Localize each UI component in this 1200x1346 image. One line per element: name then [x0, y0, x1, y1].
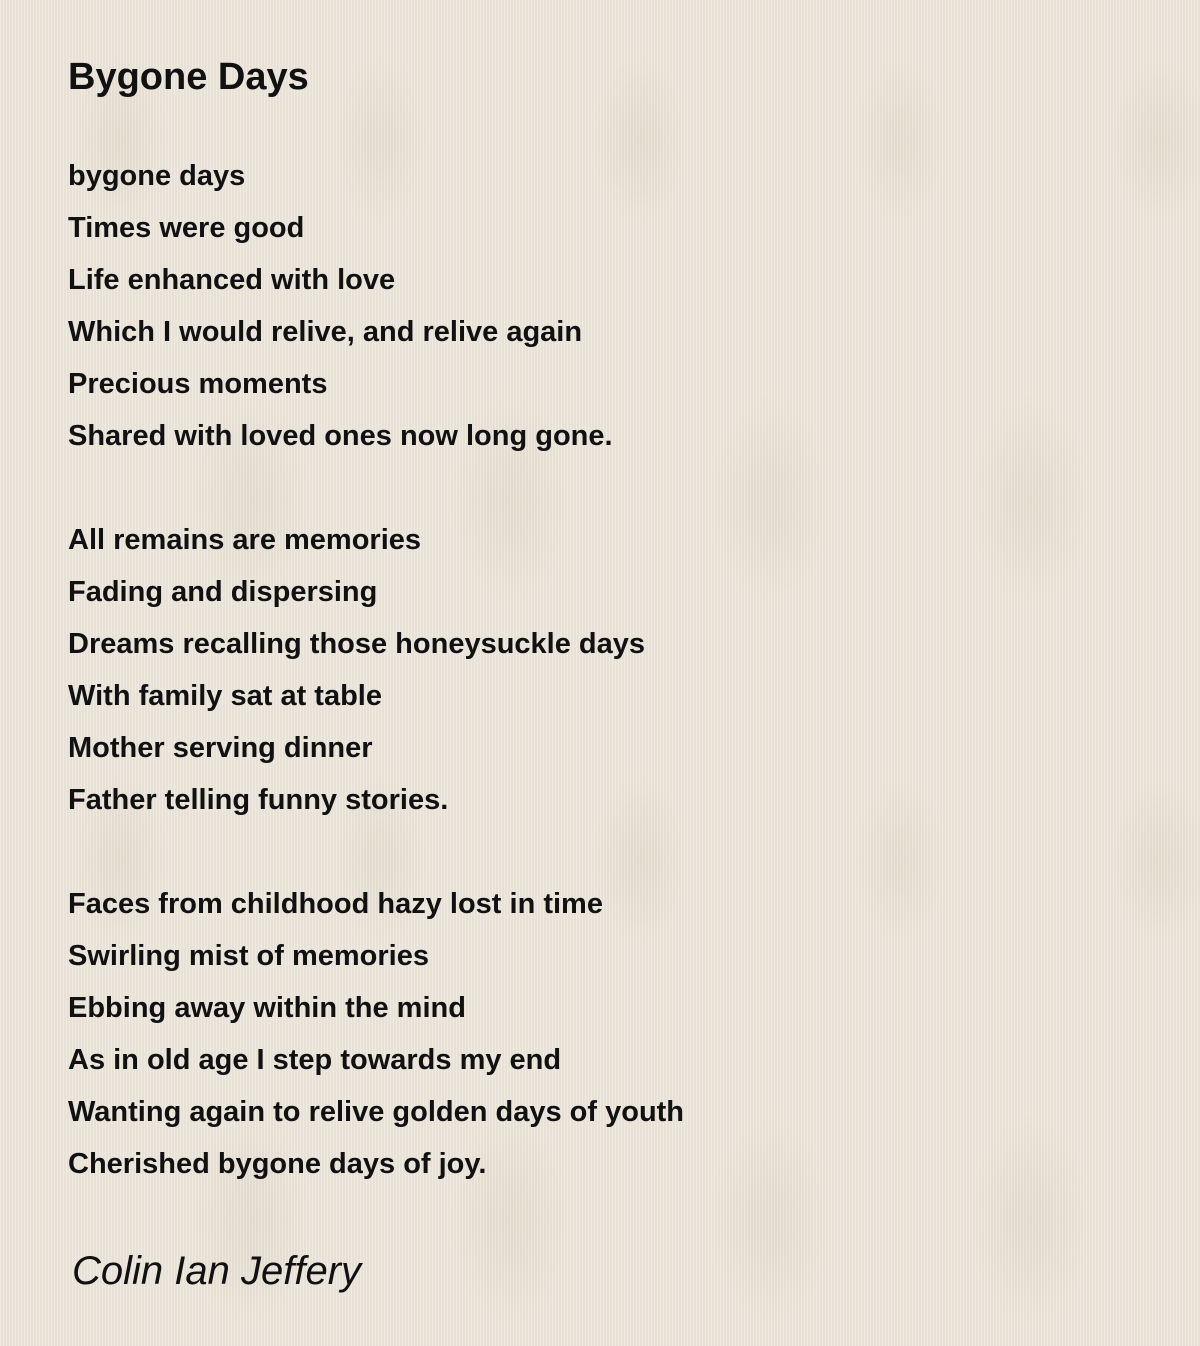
- poem-line: Swirling mist of memories: [68, 940, 429, 972]
- poem-line: Ebbing away within the mind: [68, 992, 466, 1024]
- poem-line: Wanting again to relive golden days of youth: [68, 1096, 685, 1128]
- poem-line: As in old age I step towards my end: [68, 1044, 562, 1076]
- poem-line: Father telling funny stories.: [68, 784, 449, 816]
- poem-title: Bygone Days: [68, 56, 309, 98]
- poem-line: All remains are memories: [68, 524, 422, 556]
- poem-line: Which I would relive, and relive again: [68, 316, 583, 348]
- stanza-3: [68, 878, 1148, 1190]
- poem-line: Mother serving dinner: [68, 732, 373, 764]
- poem-line: Shared with loved ones now long gone.: [68, 420, 613, 452]
- poem-line: Life enhanced with love: [68, 264, 396, 296]
- poem-container: [68, 52, 1148, 1242]
- poem-line: Times were good: [68, 212, 305, 244]
- poem-author: Colin Ian Jeffery: [72, 1249, 362, 1293]
- poem-line: bygone days: [68, 160, 246, 192]
- poem-line: Dreams recalling those honeysuckle days: [68, 628, 646, 660]
- poem-line: With family sat at table: [68, 680, 382, 712]
- poem-line: Cherished bygone days of joy.: [68, 1148, 487, 1180]
- stanza-1: [68, 150, 1148, 462]
- poem-body: [68, 150, 1148, 1190]
- poem-line: Faces from childhood hazy lost in time: [68, 888, 603, 920]
- poem-line: Precious moments: [68, 368, 328, 400]
- poem-line: Fading and dispersing: [68, 576, 378, 608]
- stanza-2: [68, 514, 1148, 826]
